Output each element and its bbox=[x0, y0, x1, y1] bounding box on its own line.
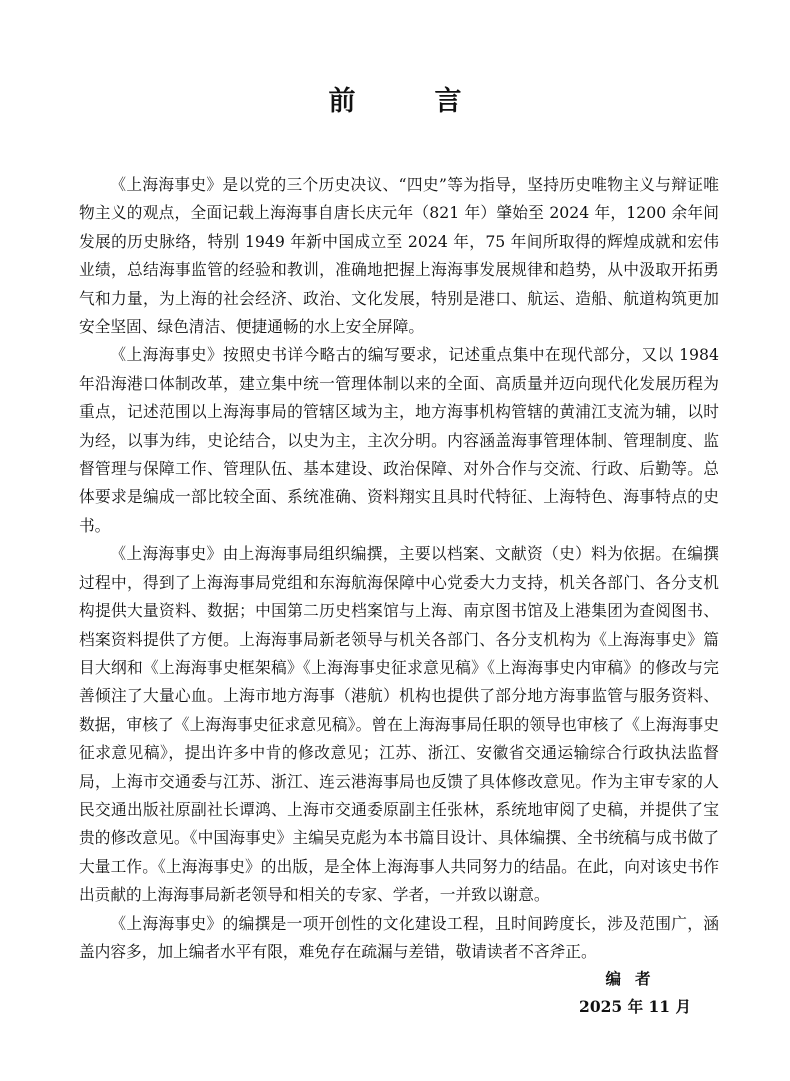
preface-body bbox=[79, 171, 719, 966]
paragraph-2: 《上海海事史》按照史书详今略古的编写要求，记述重点集中在现代部分，又以 1984 年沿海港口体制改革，建立集中统一管理体制以来的全面、高质量并迈向现代化发展历程为重点，记述范围以上海海事局的管辖区域为主，地方海事机构管辖的黄浦江支流为辅，以时为经，以事为纬，史论结合，以史为主，主次分明。内容涵盖海事管理体制、管理制度、监督管理与保障工作、管理队伍、基本建设、政治保障、对外合作与交流、行政、后勤等。总体要求是编成一部比较全面、系统准确、资料翔实且具时代特征、上海特色、海事特点的史书。 bbox=[79, 345, 719, 535]
signature-date: 2025 年 11 月 bbox=[579, 997, 691, 1016]
signature-block bbox=[560, 965, 710, 1021]
page-title: 前 言 bbox=[328, 86, 488, 117]
paragraph-1: 《上海海事史》是以党的三个历史决议、“四史”等为指导，坚持历史唯物主义与辩证唯物主义的观点，全面记载上海海事自唐长庆元年（821 年）肇始至 2024 年，1200 余年间发展的历史脉络，特别 1949 年新中国成立至 2024 年，75 年间所取得的辉煌成就和宏伟业绩，总结海事监管的经验和教训，准确地把握上海海事发展规律和趋势，从中汲取开拓勇气和力量，为上海的社会经济、政治、文化发展，特别是港口、航运、造船、航道构筑更加安全坚固、绿色清洁、便捷通畅的水上安全屏障。 bbox=[79, 175, 719, 337]
paragraph-4: 《上海海事史》的编撰是一项开创性的文化建设工程，且时间跨度长，涉及范围广，涵盖内容多，加上编者水平有限，难免存在疏漏与差错，敬请读者不吝斧正。 bbox=[79, 913, 719, 961]
author-signature: 编者 bbox=[605, 969, 665, 988]
paragraph-3: 《上海海事史》由上海海事局组织编撰，主要以档案、文献资（史）料为依据。在编撰过程中，得到了上海海事局党组和东海航海保障中心党委大力支持，机关各部门、各分支机构提供大量资料、数据；中国第二历史档案馆与上海、南京图书馆及上港集团为查阅图书、档案资料提供了方便。上海海事局新老领导与机关各部门、各分支机构为《上海海事史》篇目大纲和《上海海事史框架稿》《上海海事史征求意见稿》《上海海事史内审稿》的修改与完善倾注了大量心血。上海市地方海事（港航）机构也提供了部分地方海事监管与服务资料、数据，审核了《上海海事史征求意见稿》。曾在上海海事局任职的领导也审核了《上海海事史征求意见稿》，提出许多中肯的修改意见；江苏、浙江、安徽省交通运输综合行政执法监督局，上海市交通委与江苏、浙江、连云港海事局也反馈了具体修改意见。作为主审专家的人民交通出版社原副社长谭鸿、上海市交通委原副主任张林，系统地审阅了史稿，并提供了宝贵的修改意见。《中国海事史》主编吴克彪为本书篇目设计、具体编撰、全书统稿与成书做了大量工作。《上海海事史》的出版，是全体上海海事人共同努力的结晶。在此，向对该史书作出贡献的上海海事局新老领导和相关的专家、学者，一并致以谢意。 bbox=[79, 544, 719, 905]
